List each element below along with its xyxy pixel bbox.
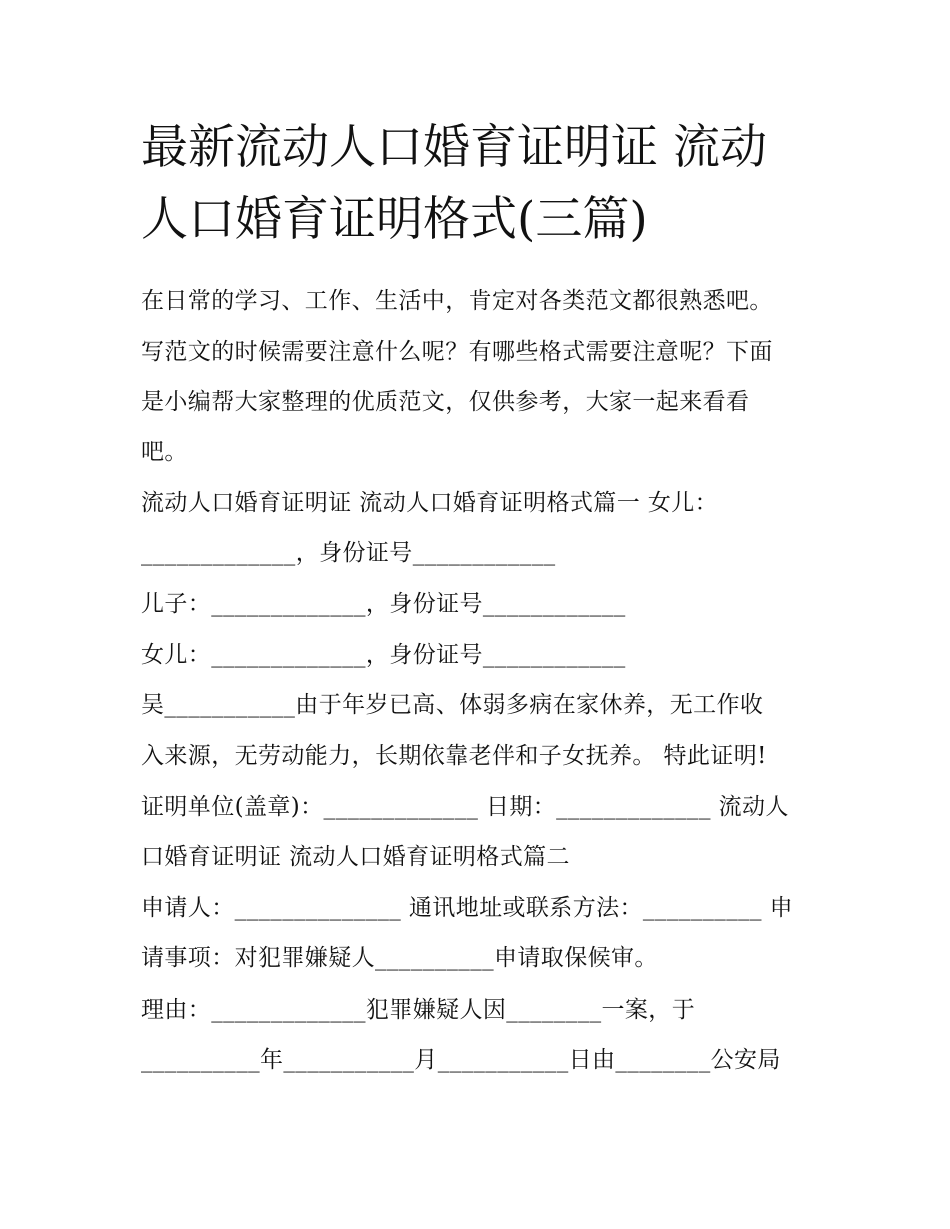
body-line-13: 申请人：______________ 通讯地址或联系方法：__________ 申 [141, 895, 794, 921]
body-line-5: 流动人口婚育证明证 流动人口婚育证明格式篇一 女儿： [141, 490, 719, 516]
title-line-2: 人口婚育证明格式(三篇) [141, 192, 648, 247]
title-line-1: 最新流动人口婚育证明证 流动 [141, 120, 767, 175]
body-line-12: 口婚育证明证 流动人口婚育证明格式篇二 [141, 844, 570, 870]
body-line-14: 请事项：对犯罪嫌疑人__________申请取保候审。 [141, 945, 658, 971]
body-line-6: _____________，身份证号____________ [141, 540, 556, 566]
body-line-1: 在日常的学习、工作、生活中，肯定对各类范文都很熟悉吧。 [141, 288, 773, 314]
body-line-2: 写范文的时候需要注意什么呢？有哪些格式需要注意呢？下面 [141, 339, 773, 365]
body-line-15: 理由：_____________犯罪嫌疑人因________一案，于 [141, 997, 696, 1023]
body-line-16: __________年___________月___________日由________公安局 [141, 1047, 781, 1073]
document-title [141, 112, 821, 256]
body-line-10: 入来源，无劳动能力，长期依靠老伴和子女抚养。 特此证明! [141, 743, 767, 769]
body-line-4: 吧。 [141, 439, 188, 465]
body-line-3: 是小编帮大家整理的优质范文，仅供参考，大家一起来看看 [141, 389, 750, 415]
body-line-8: 女儿：_____________，身份证号____________ [141, 642, 626, 668]
body-line-11: 证明单位(盖章)：_____________ 日期：_____________ 流动人 [141, 794, 789, 820]
body-line-9: 吴___________由于年岁已高、体弱多病在家休养，无工作收 [141, 692, 764, 718]
body-line-7: 儿子：_____________，身份证号____________ [141, 591, 626, 617]
